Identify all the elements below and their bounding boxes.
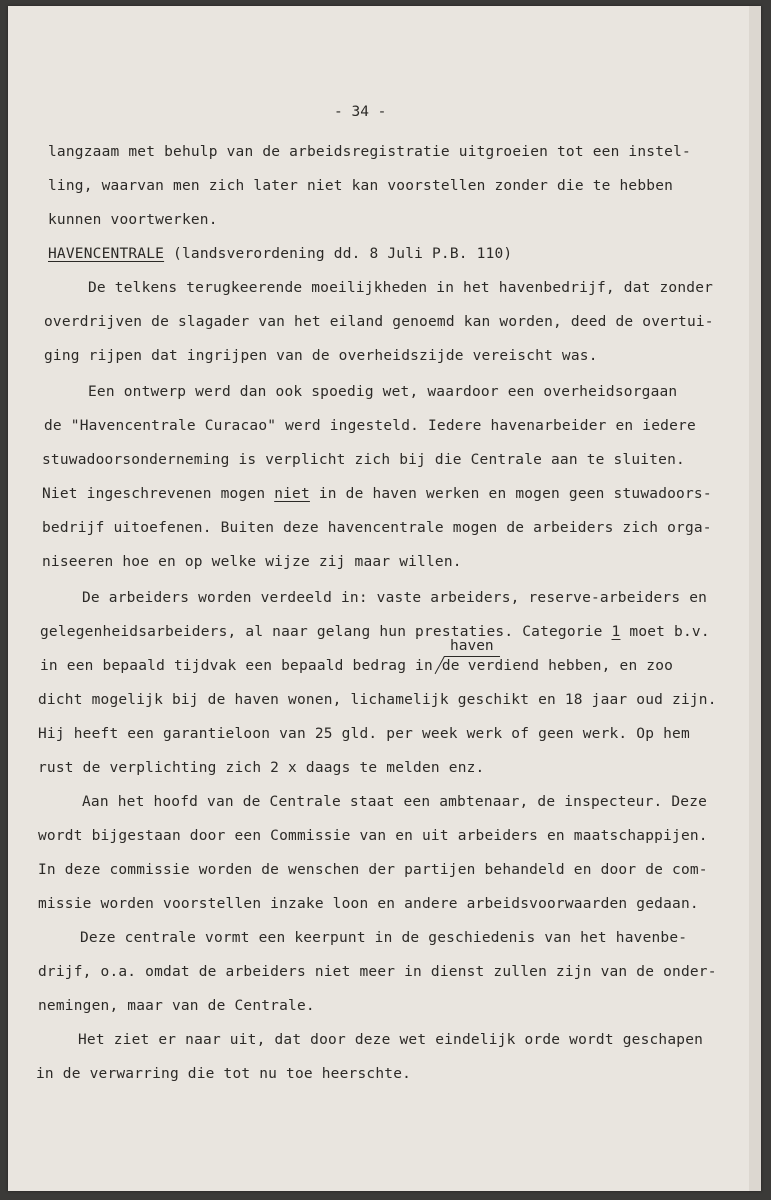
- page-number: - 34 -: [334, 104, 387, 120]
- text-line: ling, waarvan men zich later niet kan voorstellen zonder die te hebben: [48, 178, 674, 194]
- text-segment: in een bepaald tijdvak een bepaald bedrag in de: [40, 658, 460, 674]
- text-segment: Niet ingeschrevenen mogen: [42, 486, 266, 502]
- text-segment: gelegenheidsarbeiders, al naar gelang hun prestaties. Categorie: [40, 624, 603, 640]
- text-line: De telkens terugkeerende moeilijkheden in het havenbedrijf, dat zonder: [88, 280, 714, 296]
- text-line: nemingen, maar van de Centrale.: [38, 998, 315, 1014]
- text-line: Het ziet er naar uit, dat door deze wet eindelijk orde wordt geschapen: [78, 1032, 704, 1048]
- text-line: overdrijven de slagader van het eiland genoemd kan worden, deed de overtui-: [44, 314, 714, 330]
- text-line: bedrijf uitoefenen. Buiten deze havencentrale mogen de arbeiders zich orga-: [42, 520, 712, 536]
- text-line: langzaam met behulp van de arbeidsregistratie uitgroeien tot een instel-: [48, 144, 691, 160]
- text-line: kunnen voortwerken.: [48, 212, 218, 228]
- page-edge: [749, 6, 761, 1191]
- section-heading: HAVENCENTRALE: [48, 246, 165, 262]
- text-line: ging rijpen dat ingrijpen van de overheidszijde vereischt was.: [44, 348, 598, 364]
- inserted-word: haven: [450, 638, 494, 654]
- text-line: in de verwarring die tot nu toe heerschte.: [36, 1066, 412, 1082]
- text-line: Aan het hoofd van de Centrale staat een ambtenaar, de inspecteur. Deze: [82, 794, 708, 810]
- category-number: 1: [611, 624, 621, 640]
- text-line: In deze commissie worden de wenschen der partijen behandeld en door de com-: [38, 862, 708, 878]
- text-line-with-emphasis: [42, 486, 712, 502]
- text-line: de "Havencentrale Curacao" werd ingesteld. Iedere havenarbeider en iedere: [44, 418, 696, 434]
- underlined-word: niet: [274, 486, 310, 502]
- text-segment: verdiend hebben, en zoo: [467, 658, 674, 674]
- text-line: Een ontwerp werd dan ook spoedig wet, waardoor een overheidsorgaan: [88, 384, 678, 400]
- document-page: [8, 6, 761, 1191]
- text-line: stuwadoorsonderneming is verplicht zich bij die Centrale aan te sluiten.: [42, 452, 685, 468]
- text-segment: in de haven werken en mogen geen stuwadoors-: [318, 486, 712, 502]
- text-line: wordt bijgestaan door een Commissie van en uit arbeiders en maatschappijen.: [38, 828, 708, 844]
- text-line: Hij heeft een garantieloon van 25 gld. per week werk of geen werk. Op hem: [38, 726, 690, 742]
- text-line-with-category: [40, 624, 710, 640]
- text-line: niseeren hoe en op welke wijze zij maar willen.: [42, 554, 462, 570]
- text-line: Deze centrale vormt een keerpunt in de geschiedenis van het havenbe-: [80, 930, 688, 946]
- text-line: De arbeiders worden verdeeld in: vaste arbeiders, reserve-arbeiders en: [82, 590, 708, 606]
- text-line: drijf, o.a. omdat de arbeiders niet meer in dienst zullen zijn van de onder-: [38, 964, 717, 980]
- heading-reference: (landsverordening dd. 8 Juli P.B. 110): [173, 246, 513, 262]
- text-line-with-insertion: [40, 658, 673, 674]
- text-line: missie worden voorstellen inzake loon en andere arbeidsvoorwaarden gedaan.: [38, 896, 699, 912]
- text-segment: moet b.v.: [629, 624, 710, 640]
- text-line: dicht mogelijk bij de haven wonen, lichamelijk geschikt en 18 jaar oud zijn.: [38, 692, 717, 708]
- section-heading-line: [48, 246, 512, 262]
- text-line: rust de verplichting zich 2 x daags te melden enz.: [38, 760, 485, 776]
- insertion-mark-line: [444, 656, 500, 657]
